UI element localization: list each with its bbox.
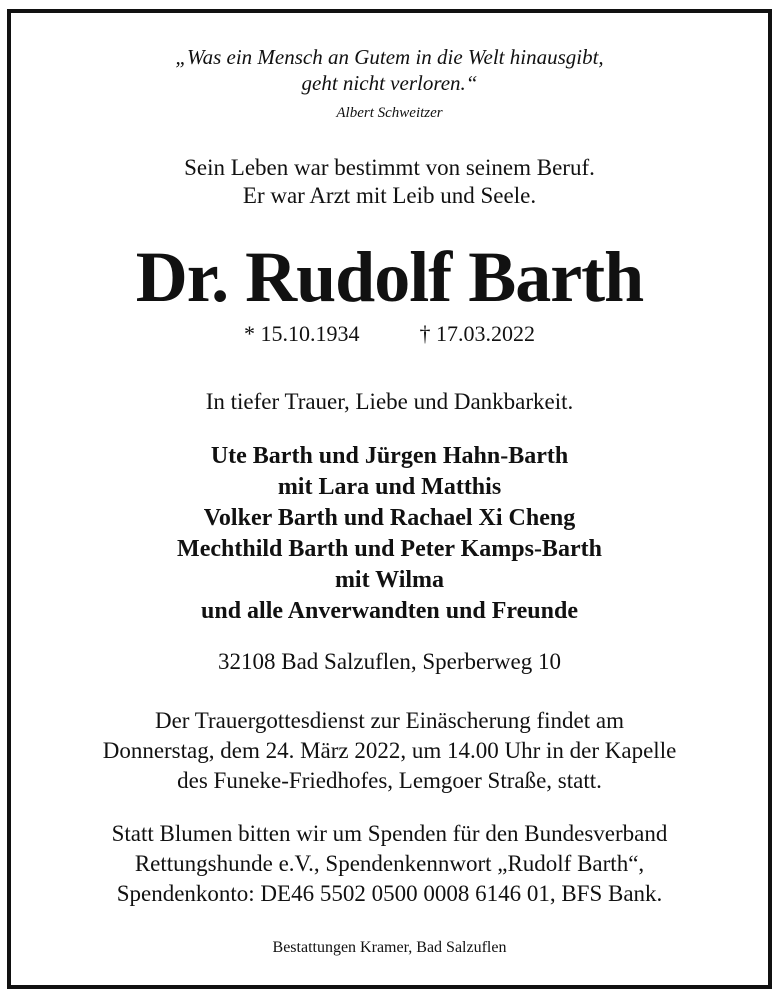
- family-line-5: mit Wilma: [334, 567, 445, 593]
- address: 32108 Bad Salzuflen, Sperberweg 10: [217, 649, 561, 674]
- donation-line-2: Rettungshunde e.V., Spendenkennwort „Rudolf Barth“,: [134, 851, 645, 876]
- family-line-4: Mechthild Barth und Peter Kamps-Barth: [177, 536, 602, 562]
- deceased-name: Dr. Rudolf Barth: [135, 237, 644, 317]
- donation-line-1: Statt Blumen bitten wir um Spenden für den Bundesverband: [111, 821, 668, 846]
- death-date: † 17.03.2022: [419, 321, 535, 346]
- quote-line-2: geht nicht verloren.“: [301, 71, 478, 95]
- birth-date: * 15.10.1934: [244, 321, 360, 346]
- mourning-line: In tiefer Trauer, Liebe und Dankbarkeit.: [205, 389, 574, 414]
- intro-line-1: Sein Leben war bestimmt von seinem Beruf.: [184, 155, 595, 180]
- quote-line-1: „Was ein Mensch an Gutem in die Welt hinausgibt,: [175, 45, 604, 69]
- intro-line-2: Er war Arzt mit Leib und Seele.: [242, 183, 537, 208]
- service-line-1: Der Trauergottesdienst zur Einäscherung findet am: [154, 708, 625, 733]
- quote-author: Albert Schweitzer: [336, 105, 443, 121]
- life-dates: [0, 320, 779, 348]
- undertaker: Bestattungen Kramer, Bad Salzuflen: [272, 939, 507, 956]
- family-line-6: und alle Anverwandten und Freunde: [201, 598, 578, 624]
- donation-line-3: Spendenkonto: DE46 5502 0500 0008 6146 01, BFS Bank.: [116, 881, 663, 906]
- service-line-3: des Funeke-Friedhofes, Lemgoer Straße, statt.: [177, 768, 602, 793]
- family-line-1: Ute Barth und Jürgen Hahn-Barth: [210, 443, 569, 469]
- family-line-3: Volker Barth und Rachael Xi Cheng: [203, 505, 576, 531]
- family-line-2: mit Lara und Matthis: [277, 474, 502, 500]
- service-line-2: Donnerstag, dem 24. März 2022, um 14.00 Uhr in der Kapelle: [102, 738, 677, 763]
